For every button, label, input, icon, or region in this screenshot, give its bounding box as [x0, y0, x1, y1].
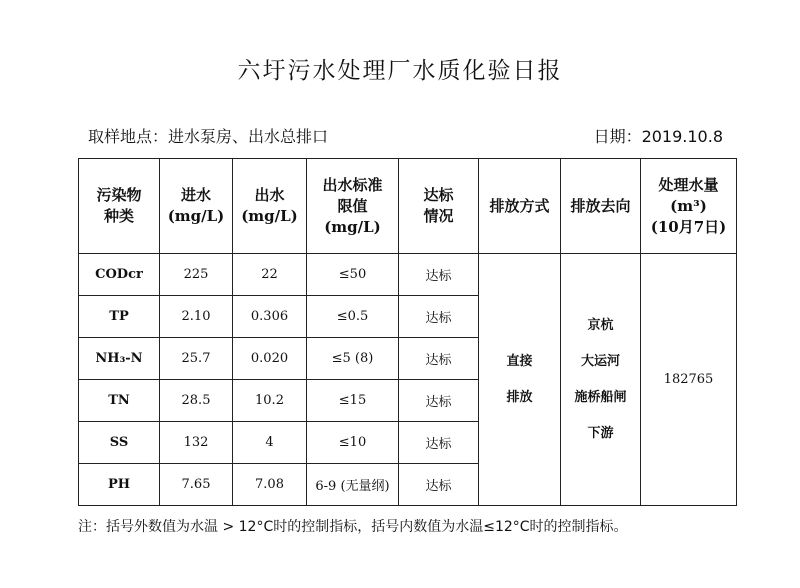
header-compliance: 达标 情况	[399, 159, 479, 254]
limit-value: ≤10	[307, 422, 399, 464]
header-outflow: 出水 (mg/L)	[233, 159, 307, 254]
limit-value: ≤50	[307, 254, 399, 296]
sampling-location: 取样地点：进水泵房、出水总排口	[88, 127, 329, 146]
compliance-status: 达标	[399, 296, 479, 338]
outflow-value: 10.2	[233, 380, 307, 422]
treated-volume-value: 182765	[641, 254, 737, 506]
pollutant-name: CODcr	[79, 254, 160, 296]
header-discharge-destination: 排放去向	[561, 159, 641, 254]
limit-value: ≤5 (8)	[307, 338, 399, 380]
compliance-status: 达标	[399, 338, 479, 380]
limit-value: ≤15	[307, 380, 399, 422]
header-discharge-method: 排放方式	[479, 159, 561, 254]
outflow-value: 0.020	[233, 338, 307, 380]
inflow-value: 28.5	[160, 380, 233, 422]
compliance-status: 达标	[399, 380, 479, 422]
inflow-value: 225	[160, 254, 233, 296]
outflow-value: 4	[233, 422, 307, 464]
outflow-value: 7.08	[233, 464, 307, 506]
pollutant-name: TN	[79, 380, 160, 422]
limit-value: 6-9 (无量纲)	[307, 464, 399, 506]
report-date: 日期：2019.10.8	[593, 127, 723, 146]
header-treated-volume: 处理水量 (m³) (10月7日)	[641, 159, 737, 254]
water-quality-table	[78, 158, 737, 506]
header-limit: 出水标准 限值 (mg/L)	[307, 159, 399, 254]
inflow-value: 25.7	[160, 338, 233, 380]
pollutant-name: NH₃-N	[79, 338, 160, 380]
header-pollutant: 污染物 种类	[79, 159, 160, 254]
inflow-value: 2.10	[160, 296, 233, 338]
outflow-value: 0.306	[233, 296, 307, 338]
table-row	[79, 254, 737, 296]
limit-value: ≤0.5	[307, 296, 399, 338]
outflow-value: 22	[233, 254, 307, 296]
pollutant-name: PH	[79, 464, 160, 506]
compliance-status: 达标	[399, 254, 479, 296]
header-inflow: 进水 (mg/L)	[160, 159, 233, 254]
inflow-value: 7.65	[160, 464, 233, 506]
footnote: 注：括号外数值为水温 > 12°C时的控制指标，括号内数值为水温≤12°C时的控制指标。	[78, 519, 628, 535]
inflow-value: 132	[160, 422, 233, 464]
table-header-row	[79, 159, 737, 254]
discharge-destination-value: 京杭 大运河 施桥船闸 下游	[561, 254, 641, 506]
pollutant-name: SS	[79, 422, 160, 464]
compliance-status: 达标	[399, 464, 479, 506]
pollutant-name: TP	[79, 296, 160, 338]
compliance-status: 达标	[399, 422, 479, 464]
discharge-method-value: 直接 排放	[479, 254, 561, 506]
report-title: 六圩污水处理厂水质化验日报	[237, 58, 563, 84]
